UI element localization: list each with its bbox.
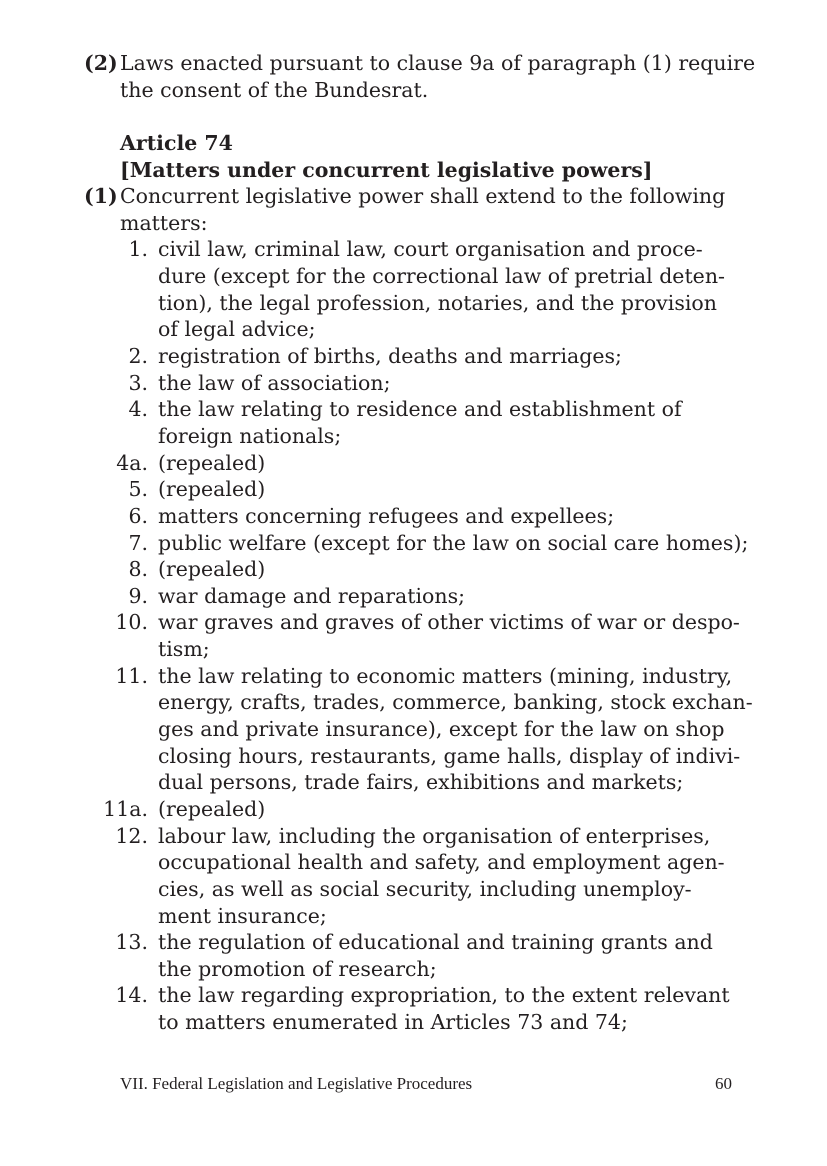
chapter-title: VII. Federal Legislation and Legislative Procedures [120,1074,473,1093]
item-number: 7. [128,530,148,555]
list-item [0,823,827,930]
text-line: energy, crafts, trades, commerce, banking, stock exchan- [158,690,753,715]
document-body [0,50,827,1036]
paragraph-label: (2) [84,51,118,75]
text-line: closing hours, restaurants, game halls, display of indivi- [158,743,741,768]
item-number: 11a. [103,796,148,821]
article-subtitle: [Matters under concurrent legislative powers] [120,157,653,182]
text-line: the law relating to residence and establishment of [158,397,682,422]
text-line: the promotion of research; [158,956,437,981]
item-number: 4a. [116,450,148,475]
item-number: 1. [128,237,148,262]
article-title: Article 74 [120,130,233,155]
list-item [0,796,827,823]
text-line: civil law, criminal law, court organisation and proce- [158,237,703,262]
text-line: labour law, including the organisation of enterprises, [158,823,711,848]
list-item [0,476,827,503]
text-line: the regulation of educational and training grants and [158,930,713,955]
list-item [0,530,827,557]
item-number: 8. [128,557,148,582]
text-line: occupational health and safety, and employment agen- [158,850,725,875]
text-line: war damage and reparations; [158,583,465,608]
text-line: (repealed) [158,796,266,821]
item-number: 13. [115,930,148,955]
item-number: 12. [115,823,148,848]
list-item [0,396,827,449]
item-number: 5. [128,477,148,502]
item-number: 2. [128,344,148,369]
text-line: tism; [158,637,210,662]
list-item [0,450,827,477]
text-line: registration of births, deaths and marriages; [158,344,622,369]
list-item [0,982,827,1035]
list-item [0,663,827,796]
text-line: matters: [120,210,208,235]
text-line: the law of association; [158,370,391,395]
text-line: Concurrent legislative power shall extend to the following [120,184,726,209]
text-line: war graves and graves of other victims of war or despo- [158,610,740,635]
text-line: dual persons, trade fairs, exhibitions and markets; [158,770,684,795]
paragraph-label: (1) [84,184,118,209]
list-item [0,343,827,370]
list-item [0,236,827,343]
paragraph-2 [0,50,827,103]
text-line: of legal advice; [158,317,316,342]
text-line: dure (except for the correctional law of pretrial deten- [158,264,725,289]
text-line: public welfare (except for the law on social care homes); [158,530,749,555]
item-number: 10. [115,610,148,635]
list-item [0,370,827,397]
text-line: matters concerning refugees and expellees; [158,503,615,528]
text-line: ges and private insurance), except for the law on shop [158,717,725,742]
text-line: (repealed) [158,557,266,582]
item-number: 14. [115,983,148,1008]
item-number: 6. [128,503,148,528]
item-number: 3. [128,370,148,395]
text-line: tion), the legal profession, notaries, and the provision [158,290,717,315]
text-line: the consent of the Bundesrat. [120,77,429,102]
text-line: ment insurance; [158,903,327,928]
list-item [0,583,827,610]
text-line: cies, as well as social security, including unemploy- [158,876,692,901]
list-item [0,503,827,530]
item-number: 11. [115,663,148,688]
item-number: 4. [128,397,148,422]
text-line: the law regarding expropriation, to the extent relevant [158,983,730,1008]
text-line: to matters enumerated in Articles 73 and 74; [158,1010,628,1035]
text-line: (repealed) [158,477,266,502]
matters-list [0,236,827,1035]
item-number: 9. [128,583,148,608]
list-item [0,929,827,982]
paragraph-1 [0,183,827,236]
page-footer [120,1074,732,1094]
text-line: foreign nationals; [158,423,342,448]
text-line: Laws enacted pursuant to clause 9a of paragraph (1) require [120,51,756,75]
list-item [0,609,827,662]
text-line: (repealed) [158,450,266,475]
list-item [0,556,827,583]
page-number: 60 [715,1074,732,1093]
text-line: the law relating to economic matters (mining, industry, [158,663,733,688]
